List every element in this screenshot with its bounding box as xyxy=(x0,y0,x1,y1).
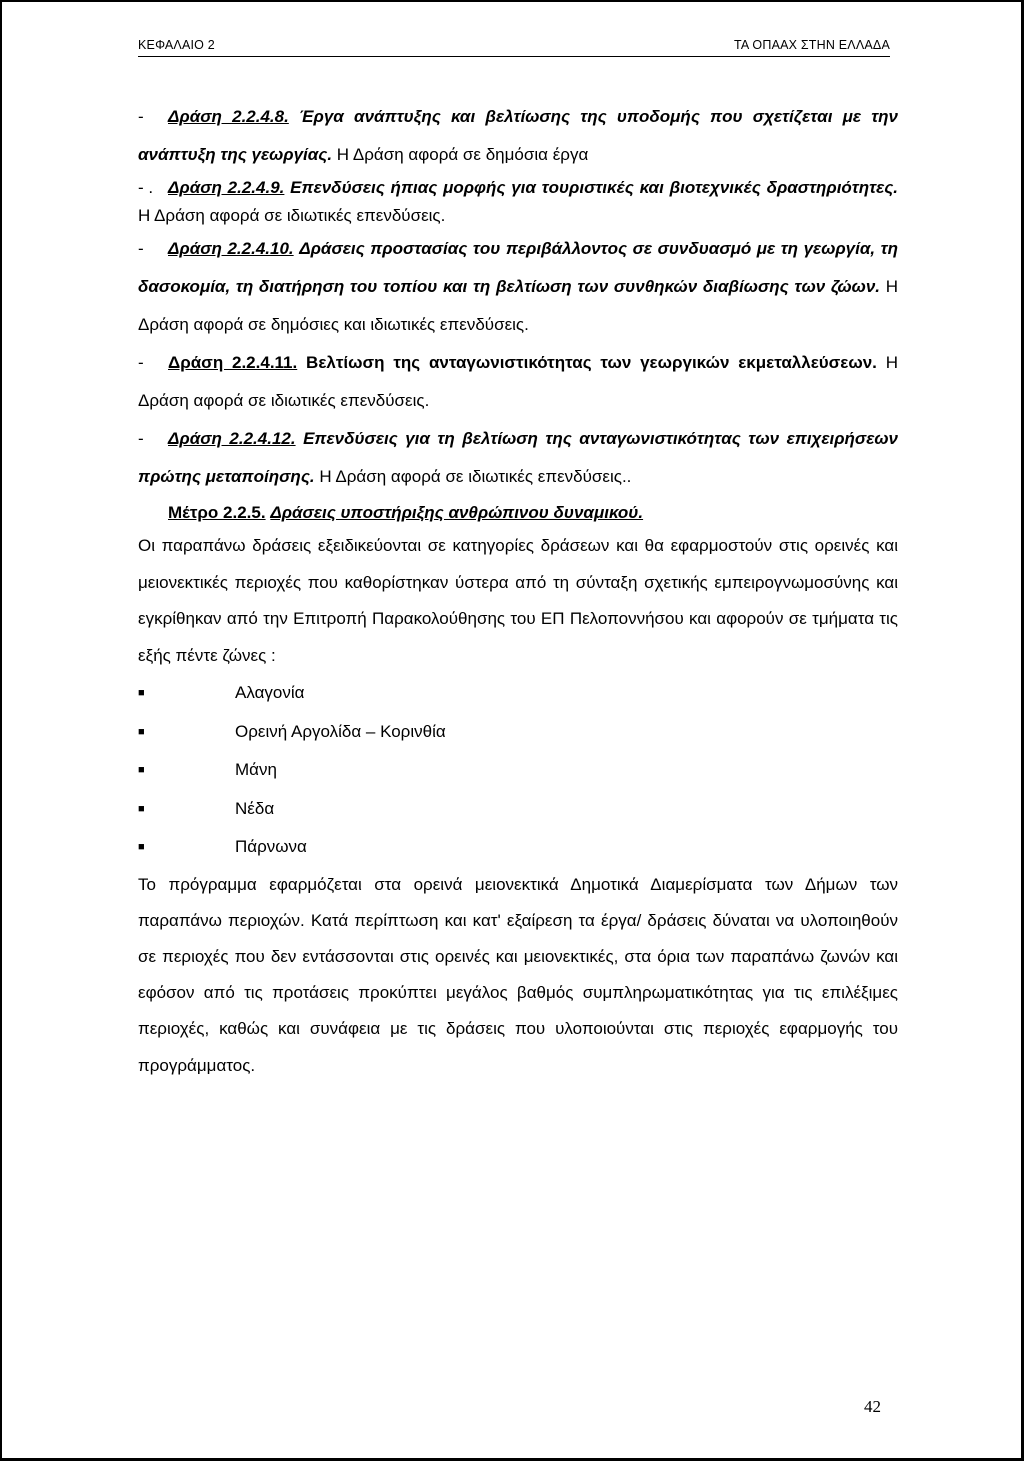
action-description: Η Δράση αφορά σε ιδιωτικές επενδύσεις.. xyxy=(319,467,632,486)
action-title: Επενδύσεις για τη βελτίωση της ανταγωνιστικότητας των επιχειρήσεων πρώτης μεταποίησης. xyxy=(138,429,898,486)
page-number: 42 xyxy=(864,1397,881,1416)
action-code: Δράση 2.2.4.9. xyxy=(168,178,285,197)
closing-paragraph: Το πρόγραμμα εφαρμόζεται στα ορεινά μειονεκτικά Δημοτικά Διαμερίσματα των Δήμων των παραπάνω περιοχών. Κατά περίπτωση και κατ' εξαίρεση τα έργα/ δράσεις δύναται να υλοποιηθούν σε περιοχές που δεν εντάσσονται στις ορεινές και μειονεκτικές, στα όρια των παραπάνω ζωνών και εφόσον από τις προτάσεις προκύπτει μεγάλος βαθμός συμπληρωματικότητας για τις επιλέξιμες περιοχές, καθώς και συνάφεια με τις δράσεις που υλοποιούνται στις περιοχές εφαρμογής του προγράμματος. xyxy=(138,874,898,1075)
dash-marker: - xyxy=(138,353,144,372)
zone-name: Πάρνωνα xyxy=(235,837,307,856)
dash-marker: - xyxy=(138,239,144,258)
page-content xyxy=(138,98,898,1084)
action-title: Βελτίωση της ανταγωνιστικότητας των γεωργικών εκμεταλλεύσεων. xyxy=(306,353,877,372)
list-item xyxy=(138,751,898,790)
action-title: Δράσεις προστασίας του περιβάλλοντος σε συνδυασμό με τη γεωργία, τη δασοκομία, τη διατήρηση του τοπίου και τη βελτίωση των συνθηκών διαβίωσης των ζώων. xyxy=(138,239,898,296)
bullet-icon: ■ xyxy=(138,764,145,776)
bullet-icon: ■ xyxy=(138,725,145,738)
document-page xyxy=(2,2,1021,1458)
action-code: Δράση 2.2.4.8. xyxy=(168,107,289,126)
measure-code: Μέτρο 2.2.5. xyxy=(168,503,266,522)
measure-title: Δράσεις υποστήριξης ανθρώπινου δυναμικού. xyxy=(270,503,644,522)
zone-name: Νέδα xyxy=(235,798,275,818)
action-item xyxy=(138,174,898,230)
action-description: Η Δράση αφορά σε δημόσια έργα xyxy=(336,145,589,164)
zones-list xyxy=(138,674,898,867)
bullet-icon: ■ xyxy=(138,802,145,815)
zone-name: Ορεινή Αργολίδα – Κορινθία xyxy=(235,721,446,741)
list-item xyxy=(138,790,898,829)
list-item xyxy=(138,828,898,867)
section-title: ΤΑ ΟΠΑΑΧ ΣΤΗΝ ΕΛΛΑΔΑ xyxy=(733,38,890,52)
action-title: Επενδύσεις ήπιας μορφής για τουριστικές και βιοτεχνικές δραστηριότητες. xyxy=(290,178,898,197)
action-code: Δράση 2.2.4.11. xyxy=(168,353,298,372)
intro-paragraph: Οι παραπάνω δράσεις εξειδικεύονται σε κατηγορίες δράσεων και θα εφαρμοστούν στις ορεινές και μειονεκτικές περιοχές που καθορίστηκαν ύστερα από τη σύνταξη σχετικής εμπειρογνωμοσύνης και εγκρίθηκαν από την Επιτροπή Παρακολούθησης του ΕΠ Πελοποννήσου και αφορούν σε τμήματα τις εξής πέντε ζώνες : xyxy=(138,536,898,665)
dash-marker: - xyxy=(138,107,144,126)
action-description: Η Δράση αφορά σε ιδιωτικές επενδύσεις. xyxy=(138,206,446,225)
dash-marker: - . xyxy=(138,178,154,197)
action-code: Δράση 2.2.4.10. xyxy=(168,239,294,258)
list-item xyxy=(138,674,898,713)
action-item xyxy=(138,344,898,420)
zone-name: Μάνη xyxy=(235,760,277,779)
measure-heading xyxy=(138,498,898,528)
action-item xyxy=(138,98,898,174)
page-header xyxy=(138,38,890,57)
chapter-label: ΚΕΦΑΛΑΙΟ 2 xyxy=(138,38,215,52)
list-item xyxy=(138,713,898,752)
action-code: Δράση 2.2.4.12. xyxy=(168,429,296,448)
action-title: Έργα ανάπτυξης και βελτίωσης της υποδομής που σχετίζεται με την ανάπτυξη της γεωργίας. xyxy=(138,107,898,164)
zone-name: Αλαγονία xyxy=(235,683,305,702)
bullet-icon: ■ xyxy=(138,841,145,853)
dash-marker: - xyxy=(138,429,144,448)
action-description: Η Δράση αφορά σε ιδιωτικές επενδύσεις. xyxy=(138,353,898,410)
action-item xyxy=(138,420,898,496)
action-description: Η Δράση αφορά σε δημόσιες και ιδιωτικές επενδύσεις. xyxy=(138,277,898,334)
action-item xyxy=(138,230,898,344)
bullet-icon: ■ xyxy=(138,687,145,699)
